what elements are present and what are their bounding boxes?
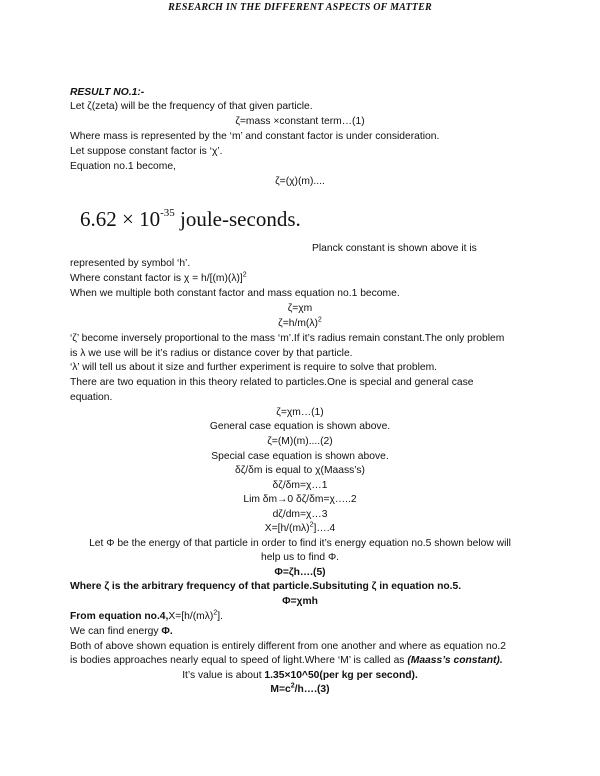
equation-line: dζ/dm=χ…3 <box>272 509 328 520</box>
text-line: ‘λ’ will tell us about it size and further experiment is require to solve that problem. <box>70 362 438 373</box>
equation-line: ζ=χm…(1) <box>276 407 324 418</box>
text-line: ‘ζ’ become inversely proportional to the mass ‘m’.If it’s radius remain constant.The only problem <box>70 333 505 344</box>
equation-line: δζ/δm=χ…1 <box>272 480 328 491</box>
text-part: Where constant factor is χ = h/[(m)(λ)] <box>70 273 243 284</box>
text-part: X=[h/(mλ) <box>168 611 214 622</box>
equation-line <box>0 683 600 697</box>
text-line: When we multiple both constant factor and mass equation no.1 become. <box>70 288 400 299</box>
text-line: Let suppose constant factor is ‘χ’. <box>70 146 223 157</box>
text-line <box>70 625 173 639</box>
equation-line: ζ=(M)(m)....(2) <box>267 436 333 447</box>
text-part: ]….4 <box>313 523 336 534</box>
text-part: We can find energy <box>70 626 162 637</box>
text-part: (Maass’s constant). <box>407 655 503 666</box>
superscript: 2 <box>290 682 295 690</box>
text-line: Where ζ is the arbitrary frequency of that particle.Subsituting ζ in equation no.5. <box>70 581 462 592</box>
text-line <box>70 272 247 286</box>
text-line: Planck constant is shown above it is <box>312 243 477 254</box>
text-line <box>70 610 223 624</box>
text-part: ζ=h/m(λ) <box>278 318 318 329</box>
equation-line: Φ=ζh….(5) <box>274 567 326 578</box>
text-line: Special case equation is shown above. <box>211 451 389 462</box>
text-line: Where mass is represented by the ‘m’ and constant factor is under consideration. <box>70 131 440 142</box>
equation-line: δζ/δm is equal to χ(Maass’s) <box>235 465 365 476</box>
text-part: Φ. <box>161 626 173 637</box>
text-part: From equation no.4, <box>70 611 169 622</box>
planck-exponent: -35 <box>160 207 175 219</box>
text-line: Let ζ(zeta) will be the frequency of that given particle. <box>70 101 313 112</box>
page-header: RESEARCH IN THE DIFFERENT ASPECTS OF MATTER <box>168 2 432 13</box>
superscript: 2 <box>317 316 322 324</box>
superscript: 2 <box>309 521 314 529</box>
text-part: /h….(3) <box>294 684 330 695</box>
equation-line <box>0 317 600 331</box>
text-part: It’s value is about <box>182 670 265 681</box>
equation-line <box>0 522 600 536</box>
planck-unit: joule-seconds. <box>174 207 301 231</box>
planck-constant-figure <box>80 202 301 232</box>
text-part: is bodies approaches nearly equal to speed of light.Where ‘M’ is called as <box>70 655 408 666</box>
result-title: RESULT NO.1:- <box>70 87 145 98</box>
superscript: 2 <box>213 609 218 617</box>
planck-value: 6.62 × 10 <box>80 207 161 231</box>
text-line: is λ we use will be it’s radius or distance cover by that particle. <box>70 348 353 359</box>
text-line <box>70 654 503 668</box>
text-line: There are two equation in this theory related to particles.One is special and general case <box>70 377 474 388</box>
equation-line: Lim δm→0 δζ/δm=χ…..2 <box>243 494 357 505</box>
text-part: M=c <box>270 684 291 695</box>
text-line: represented by symbol ‘h’. <box>70 258 191 269</box>
text-line: Equation no.1 become, <box>70 161 176 172</box>
equation-line: ζ=(χ)(m).... <box>275 176 325 187</box>
text-part: X=[h/(mλ) <box>264 523 310 534</box>
text-line: General case equation is shown above. <box>209 421 391 432</box>
equation-line: ζ=mass ×constant term…(1) <box>235 116 365 127</box>
superscript: 2 <box>242 271 247 279</box>
text-line: equation. <box>70 392 113 403</box>
text-line: Let Φ be the energy of that particle in order to find it’s energy equation no.5 shown below will <box>89 538 511 549</box>
equation-line: Φ=χmh <box>282 596 318 607</box>
text-line: help us to find Φ. <box>260 552 340 563</box>
text-line: Both of above shown equation is entirely different from one another and where as equation no.2 <box>70 641 507 652</box>
text-part: 1.35×10^50(per kg per second). <box>264 670 418 681</box>
equation-line: ζ=χm <box>287 303 313 314</box>
text-line <box>0 669 600 683</box>
text-part: ]. <box>217 611 223 622</box>
